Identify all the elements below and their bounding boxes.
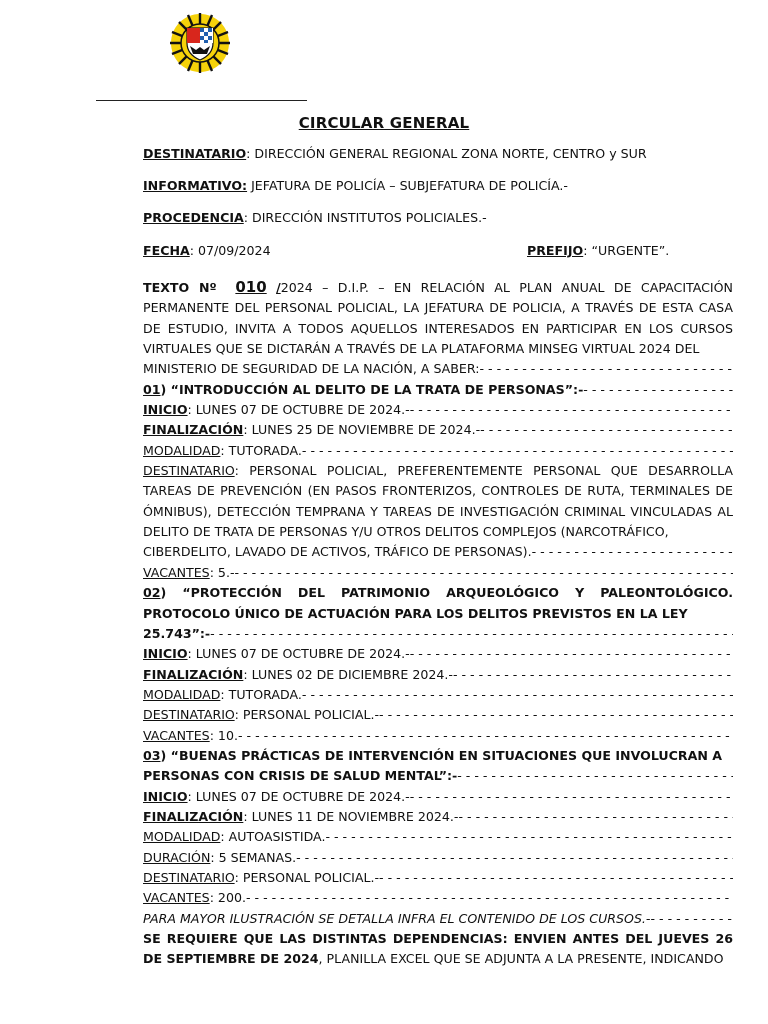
course-02-finalizacion: FINALIZACIÓN: LUNES 02 DE DICIEMBRE 2024.- - - - [143, 665, 733, 685]
informativo-value: JEFATURA DE POLICÍA – SUBJEFATURA DE POLICÍA.- [247, 178, 568, 193]
informativo-label: INFORMATIVO: [143, 178, 248, 193]
dash-filler [246, 888, 733, 908]
dash-filler [453, 665, 733, 685]
course-03-destinatario: DESTINATARIO: PERSONAL POLICIAL.- - - - [143, 868, 733, 888]
texto-intro: 2024 – D.I.P. – EN RELACIÓN AL PLAN ANUAL DE CAPACITACIÓN PERMANENTE DEL PERSONAL POLICIAL, LA JEFATURA DE POLICIA, A TRAVÉS DE ESTA CASA DE ESTUDIO, INVITA A TODOS AQUELLOS INTERESADOS EN PARTICIPAR EN LOS CURSOS VIRTUALES QUE SE DICTARÁN A TRAVÉS DE LA PLATAFORMA MINSEG VIRTUAL 2024 DEL [143, 280, 733, 357]
police-emblem-logo [163, 12, 237, 74]
dash-filler [296, 848, 733, 868]
procedencia-value: : DIRECCIÓN INSTITUTOS POLICIALES.- [243, 210, 487, 225]
prefijo-value: : “URGENTE”. [583, 243, 670, 258]
course-02-number: 02 [143, 585, 161, 601]
prefijo-label: PREFIJO [527, 243, 584, 258]
course-02-title-last: 25.743”:- - - - [143, 624, 733, 644]
dash-filler [583, 380, 733, 400]
dash-filler [650, 909, 733, 929]
course-02-inicio: INICIO: LUNES 07 DE OCTUBRE DE 2024.- - - - [143, 644, 733, 664]
course-03-finalizacion: FINALIZACIÓN: LUNES 11 DE NOVIEMBRE 2024.- - - - [143, 807, 733, 827]
dash-filler [210, 624, 733, 644]
course-03-vacantes: VACANTES: 200. - - - [143, 888, 733, 908]
dash-filler [302, 441, 733, 461]
dash-filler [379, 705, 733, 725]
texto-number: 010 [235, 278, 267, 296]
header-fecha [143, 243, 271, 258]
course-02-destinatario: DESTINATARIO: PERSONAL POLICIAL.- - - - [143, 705, 733, 725]
fecha-label: FECHA [143, 243, 190, 258]
dash-filler [458, 807, 733, 827]
course-03-duracion: DURACIÓN: 5 SEMANAS. - - - [143, 848, 733, 868]
procedencia-label: PROCEDENCIA [143, 210, 244, 225]
header-prefijo [527, 243, 669, 258]
dash-filler [238, 726, 733, 746]
illustration-note: PARA MAYOR ILUSTRACIÓN SE DETALLA INFRA EL CONTENIDO DE LOS CURSOS.- - - - [143, 909, 733, 929]
header-destinatario [143, 146, 647, 161]
dash-filler [410, 400, 733, 420]
texto-slash: / [276, 280, 281, 295]
course-01-number: 01 [143, 381, 161, 397]
course-01-finalizacion: FINALIZACIÓN: LUNES 25 DE NOVIEMBRE DE 2024.- - - - [143, 420, 733, 440]
course-03-inicio: INICIO: LUNES 07 DE OCTUBRE DE 2024.- - - - [143, 787, 733, 807]
course-03-title: 03) “BUENAS PRÁCTICAS DE INTERVENCIÓN EN SITUACIONES QUE INVOLUCRAN A [143, 747, 722, 763]
course-01-destinatario: DESTINATARIO: PERSONAL POLICIAL, PREFERENTEMENTE PERSONAL QUE DESARROLLA TAREAS DE PREVENCIÓN (EN PASOS FRONTERIZOS, CONTROLES DE RUTA, TERMINALES DE ÓMNIBUS), DETECCIÓN TEMPRANA Y TAREAS DE INVESTIGACIÓN CRIMINAL VINCULADAS AL DELITO DE TRATA DE PERSONAS Y/U OTROS DELITOS COMPLEJOS (NARCOTRÁFICO, [143, 463, 733, 540]
course-01-modalidad: MODALIDAD: TUTORADA. - - - [143, 441, 733, 461]
fecha-value: : 07/09/2024 [189, 243, 271, 258]
dash-filler [480, 420, 733, 440]
dash-filler [457, 766, 733, 786]
dash-filler [235, 563, 734, 583]
dash-filler [410, 787, 733, 807]
dash-filler [480, 359, 734, 379]
texto-paragraph [143, 277, 733, 359]
course-03-modalidad: MODALIDAD: AUTOASISTIDA. - - - [143, 827, 733, 847]
dash-filler [325, 827, 733, 847]
texto-label: TEXTO Nº [143, 280, 217, 295]
course-02-vacantes: VACANTES: 10. - - - [143, 726, 733, 746]
document-title: CIRCULAR GENERAL [298, 114, 470, 132]
course-01-vacantes: VACANTES: 5.- - - - [143, 563, 733, 583]
course-03-number: 03 [143, 747, 161, 763]
course-01-title: 01) “INTRODUCCIÓN AL DELITO DE LA TRATA DE PERSONAS”:- - - - [143, 380, 733, 400]
texto-last-line: MINISTERIO DE SEGURIDAD DE LA NACIÓN, A SABER: - - - [143, 359, 733, 379]
course-02-modalidad: MODALIDAD: TUTORADA. - - - [143, 685, 733, 705]
dash-filler [532, 542, 733, 562]
requirement-paragraph: SE REQUIERE QUE LAS DISTINTAS DEPENDENCIAS: ENVIEN ANTES DEL JUEVES 26 DE SEPTIEMBRE DE 2024, PLANILLA EXCEL QUE SE ADJUNTA A LA PRESENTE, INDICANDO [143, 931, 733, 967]
dash-filler [302, 685, 733, 705]
course-02-title: 02) “PROTECCIÓN DEL PATRIMONIO ARQUEOLÓGICO Y PALEONTOLÓGICO. PROTOCOLO ÚNICO DE ACTUACIÓN PARA LOS DELITOS PREVISTOS EN LA LEY [143, 585, 733, 621]
dash-filler [410, 644, 733, 664]
destinatario-value: : DIRECCIÓN GENERAL REGIONAL ZONA NORTE, CENTRO y SUR [246, 146, 647, 161]
header-procedencia [143, 210, 487, 225]
destinatario-label: DESTINATARIO [143, 146, 247, 161]
course-03-title-last: PERSONAS CON CRISIS DE SALUD MENTAL”:- - - - [143, 766, 733, 786]
course-01-destinatario-last: CIBERDELITO, LAVADO DE ACTIVOS, TRÁFICO DE PERSONAS). - - - [143, 542, 733, 562]
header-informativo [143, 178, 568, 193]
signature-line [96, 100, 307, 101]
document-body [143, 277, 733, 970]
dash-filler [379, 868, 733, 888]
course-01-inicio: INICIO: LUNES 07 DE OCTUBRE DE 2024.- - - - [143, 400, 733, 420]
